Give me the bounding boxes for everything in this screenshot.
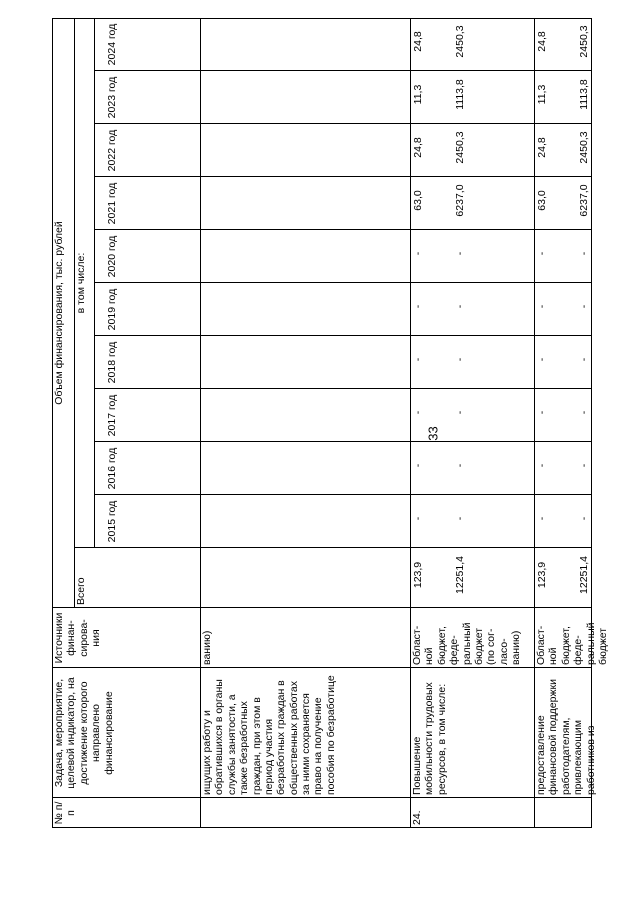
header-source: Источники финан-сирова-ния [53,612,103,664]
val-2021: 63,0 6237,0 [412,184,466,217]
page-number: 33 [425,426,441,441]
table-border [94,70,592,71]
header-year-2022: 2022 год [106,129,118,172]
table-border [74,18,75,608]
header-task: Задача, мероприятие, целевой индикатор, на достижение которого направлено финансирование [53,677,115,789]
val-2021: 63,0 6237,0 [536,184,590,217]
total-regional: 123,9 [536,561,548,589]
funding-table [52,18,609,828]
val-2018: - - [536,357,590,362]
val-2019: - - [412,304,466,309]
table-border [534,18,535,828]
total-federal: 12251,4 [454,556,466,594]
val-2016: - - [536,463,590,468]
val-2017: - - [412,410,466,415]
row-task: ищущих работу и обратившихся в органы службы занятости, а также безработных граждан, при этом в период участия безработных граждан в общественных работах за ними сохраняется право на получение пособия по безработице [201,675,337,795]
header-year-2020: 2020 год [106,235,118,278]
row-total [534,548,592,608]
table-row [200,18,410,828]
table-border [52,667,592,668]
total-regional: 123,9 [412,561,424,589]
val-2020: - - [536,251,590,256]
total-federal: 12251,4 [578,556,590,594]
table-border [52,607,592,608]
val-2022: 24,8 2450,3 [536,131,590,164]
table-border [591,18,592,828]
header-including: в том числе: [75,252,87,314]
table-border [94,176,592,177]
val-2023: 11,3 1113,8 [412,79,466,110]
row-num [200,798,410,828]
table-border [94,335,592,336]
table-border [94,494,592,495]
table-border [52,797,592,798]
table-border [94,229,592,230]
header-funding: Объем финансирования, тыс. рублей [53,221,65,405]
table-border [94,18,95,548]
val-2022: 24,8 2450,3 [412,131,466,164]
table-border [94,441,592,442]
table-row [410,18,534,828]
row-source: ванию) [201,630,213,665]
header-year-2018: 2018 год [106,341,118,384]
row-total [410,548,534,608]
table-border [52,18,53,828]
table-border [410,18,411,828]
header-year-2024: 2024 год [106,23,118,66]
val-2020: - - [412,251,466,256]
val-2023: 11,3 1113,8 [536,79,590,110]
val-2015: - - [536,516,590,521]
header-year-2023: 2023 год [106,76,118,119]
header-year-2016: 2016 год [106,447,118,490]
table-border [94,123,592,124]
header-year-2015: 2015 год [106,500,118,543]
table-border [200,18,201,828]
row-num [534,798,592,828]
table-border [74,547,592,548]
val-2017: - - [536,410,590,415]
val-2024: 24,8 2450,3 [412,25,466,58]
table-border [52,827,592,828]
row-source: Област-ной бюджет, феде-ральный бюджет (по сог-ласо-ванию) [411,622,522,665]
val-2016: - - [412,463,466,468]
val-2015: - - [412,516,466,521]
header-year-2019: 2019 год [106,288,118,331]
table-border [52,18,592,19]
val-2018: - - [412,357,466,362]
row-num: 24. [411,810,423,825]
header-year-2021: 2021 год [106,182,118,225]
table-row [534,18,609,828]
row-source: Област-ной бюджет, феде-ральный бюджет [535,622,609,665]
val-2019: - - [536,304,590,309]
header-total: Всего [75,577,87,605]
table-border [94,282,592,283]
row-task: Повышение мобильности трудовых ресурсов, в том числе: [411,682,448,795]
val-2024: 24,8 2450,3 [536,25,590,58]
table-border [94,388,592,389]
header-num: № п/п [53,801,78,825]
row-task: предоставление финансовой поддержки работодателям, привлекающим работников из [535,679,597,795]
header-year-2017: 2017 год [106,394,118,437]
